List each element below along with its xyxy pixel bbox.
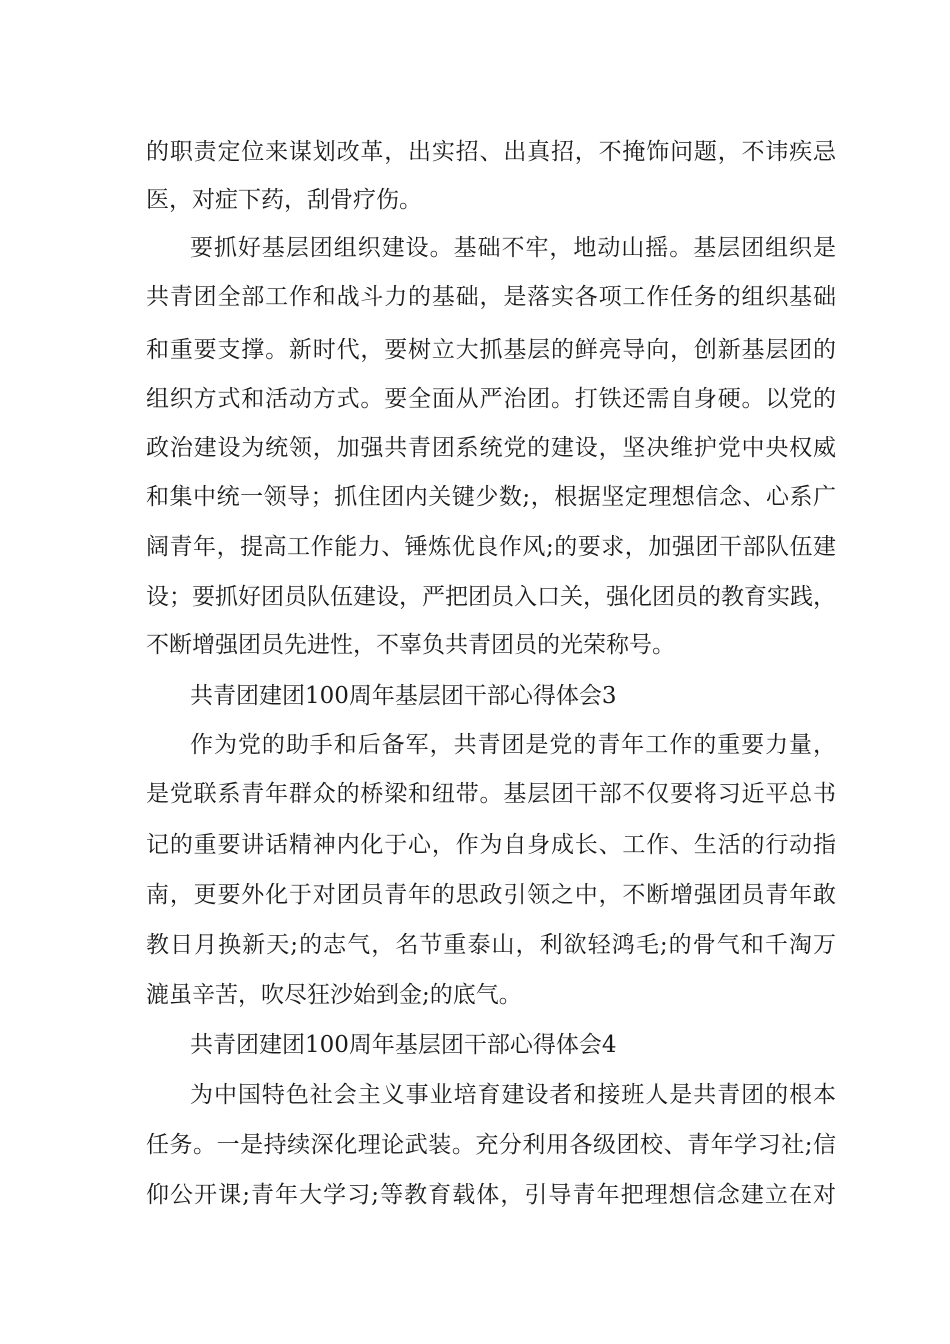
text-line: 漉虽辛苦，吹尽狂沙始到金;的底气。 — [146, 982, 522, 1008]
text-line: 医，对症下药，刮骨疗伤。 — [146, 187, 422, 213]
section-heading: 共青团建团100周年基层团干部心得体会4 — [190, 1032, 617, 1058]
text-line: 为中国特色社会主义事业培育建设者和接班人是共青团的根本 — [190, 1082, 836, 1108]
text-line: 组织方式和活动方式。要全面从严治团。打铁还需自身硬。以党的 — [146, 386, 836, 412]
text-line: 南，更要外化于对团员青年的思政引领之中，不断增强团员青年敢 — [146, 882, 836, 908]
text-line: 的职责定位来谋划改革，出实招、出真招，不掩饰问题，不讳疾忌 — [146, 139, 836, 165]
text-line: 阔青年，提高工作能力、锤炼优良作风;的要求，加强团干部队伍建 — [146, 534, 836, 560]
text-line: 记的重要讲话精神内化于心，作为自身成长、工作、生活的行动指 — [146, 832, 836, 858]
text-line: 要抓好基层团组织建设。基础不牢，地动山摇。基层团组织是 — [190, 235, 836, 261]
text-line: 教日月换新天;的志气，名节重泰山，利欲轻鸿毛;的骨气和千淘万 — [146, 932, 836, 958]
text-line: 不断增强团员先进性，不辜负共青团员的光荣称号。 — [146, 632, 675, 658]
text-line: 和重要支撑。新时代，要树立大抓基层的鲜亮导向，创新基层团的 — [146, 337, 836, 363]
text-line: 和集中统一领导；抓住团内关键少数;，根据坚定理想信念、心系广 — [146, 484, 836, 510]
text-line: 共青团全部工作和战斗力的基础，是落实各项工作任务的组织基础 — [146, 284, 836, 310]
section-heading: 共青团建团100周年基层团干部心得体会3 — [190, 683, 617, 709]
text-line: 政治建设为统领，加强共青团系统党的建设，坚决维护党中央权威 — [146, 435, 836, 461]
text-line: 是党联系青年群众的桥梁和纽带。基层团干部不仅要将习近平总书 — [146, 781, 836, 807]
text-line: 任务。一是持续深化理论武装。充分利用各级团校、青年学习社;信 — [146, 1132, 836, 1158]
text-line: 仰公开课;青年大学习;等教育载体，引导青年把理想信念建立在对 — [146, 1182, 836, 1208]
text-line: 设；要抓好团员队伍建设，严把团员入口关，强化团员的教育实践， — [146, 584, 836, 610]
text-line: 作为党的助手和后备军，共青团是党的青年工作的重要力量， — [190, 732, 836, 758]
